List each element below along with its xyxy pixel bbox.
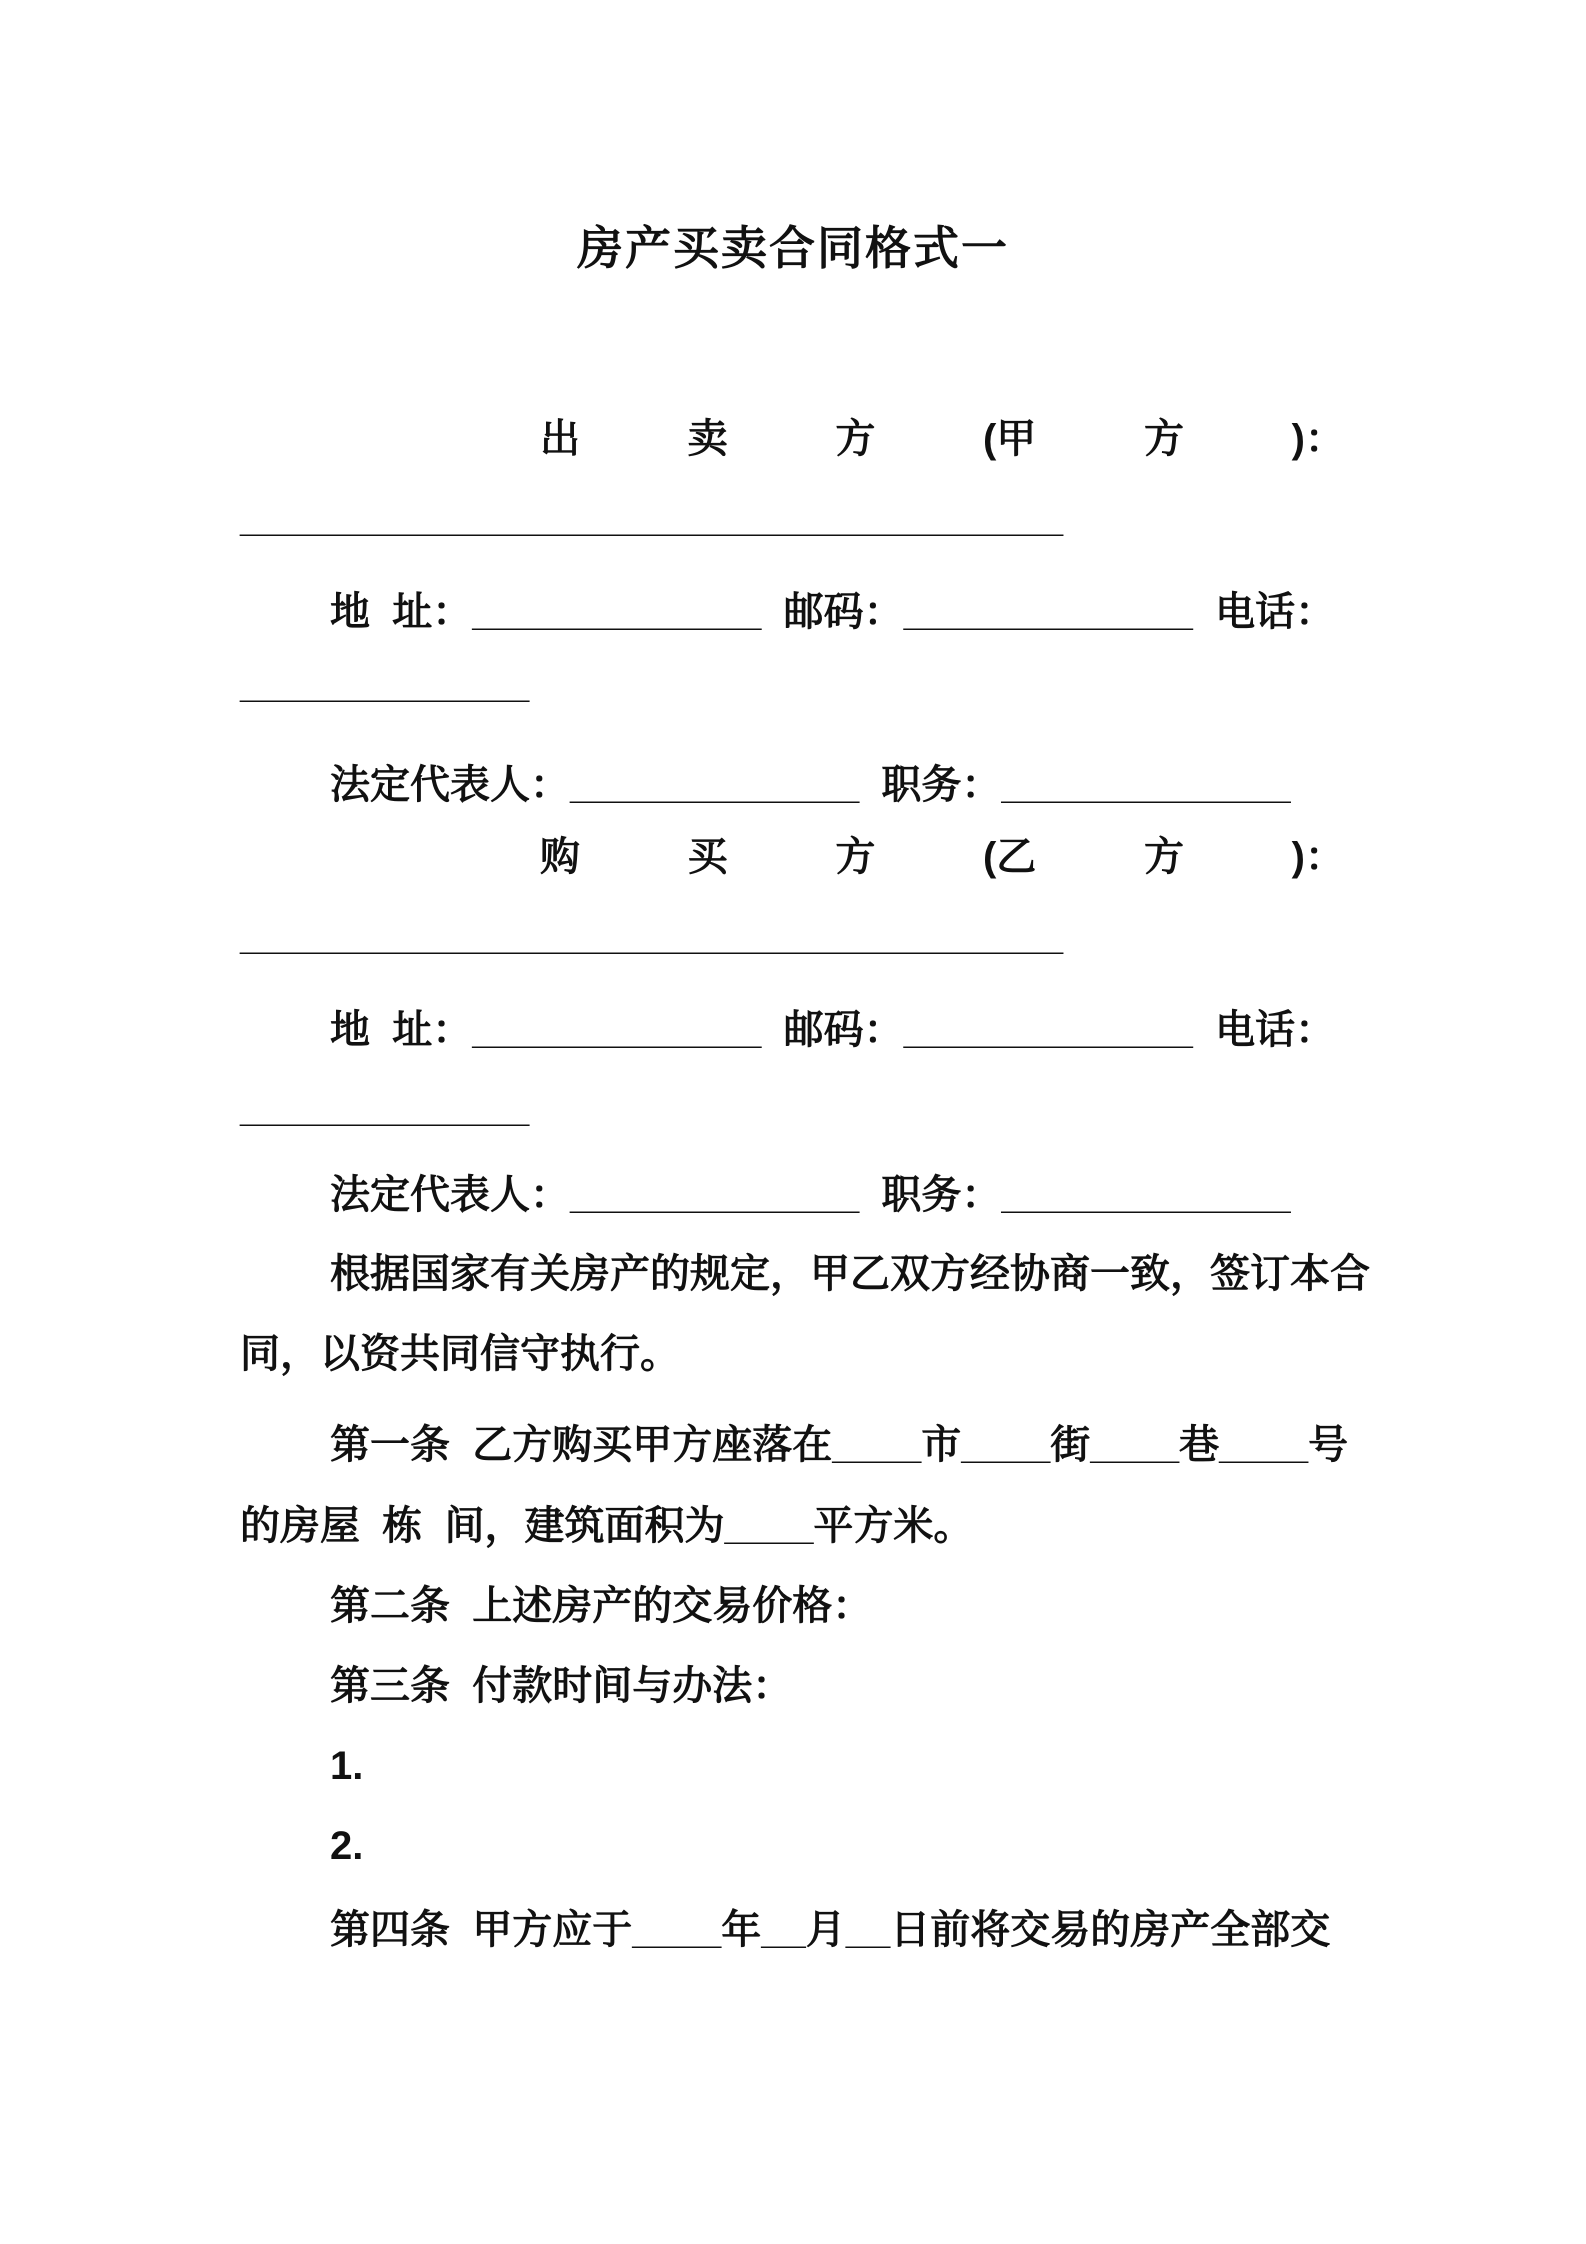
seller-phone-blank: _____________ [240,662,530,706]
article1-line-2: 的房屋 栋 间，建筑面积为____平方米。 [240,1504,974,1548]
preamble-line-1: 根据国家有关房产的规定，甲乙双方经协商一致，签订本合 [330,1252,1370,1296]
seller-legal-rep-line: 法定代表人：_____________ 职务：_____________ [330,763,1291,807]
buyer-heading-part: 方 [1143,835,1184,879]
article4-line: 第四条 甲方应于____年__月__日前将交易的房产全部交 [330,1908,1331,1952]
seller-heading-part: 出 [540,417,580,461]
buyer-party-heading [540,817,1345,897]
seller-name-blank: _____________________________________ [240,496,1064,540]
buyer-heading-part: (乙 [982,835,1037,879]
article3-line: 第三条 付款时间与办法： [330,1664,793,1708]
seller-heading-part: 方 [835,417,876,461]
seller-address-line: 地 址：_____________ 邮码：_____________ 电话： [330,590,1336,634]
seller-heading-part: 方 [1143,417,1184,461]
article2-line: 第二条 上述房产的交易价格： [330,1584,873,1628]
buyer-heading-part: 购 [540,835,580,879]
seller-heading-part: (甲 [982,417,1037,461]
buyer-heading-part: 方 [835,835,876,879]
seller-heading-part: 卖 [687,417,728,461]
buyer-legal-rep-line: 法定代表人：_____________ 职务：_____________ [330,1173,1291,1217]
buyer-address-line: 地 址：_____________ 邮码：_____________ 电话： [330,1008,1336,1052]
buyer-heading-part: )： [1291,835,1345,879]
buyer-heading-part: 买 [687,835,728,879]
buyer-phone-blank: _____________ [240,1086,530,1130]
payment-item-2: 2. [330,1824,364,1868]
article1-line-1: 第一条 乙方购买甲方座落在____市____街____巷____号 [330,1423,1349,1467]
payment-item-1: 1. [330,1744,364,1788]
document-title: 房产买卖合同格式一 [577,222,1009,274]
preamble-line-2: 同，以资共同信守执行。 [240,1332,680,1376]
seller-heading-part: )： [1291,417,1345,461]
seller-party-heading [540,399,1345,479]
buyer-name-blank: _____________________________________ [240,914,1064,958]
